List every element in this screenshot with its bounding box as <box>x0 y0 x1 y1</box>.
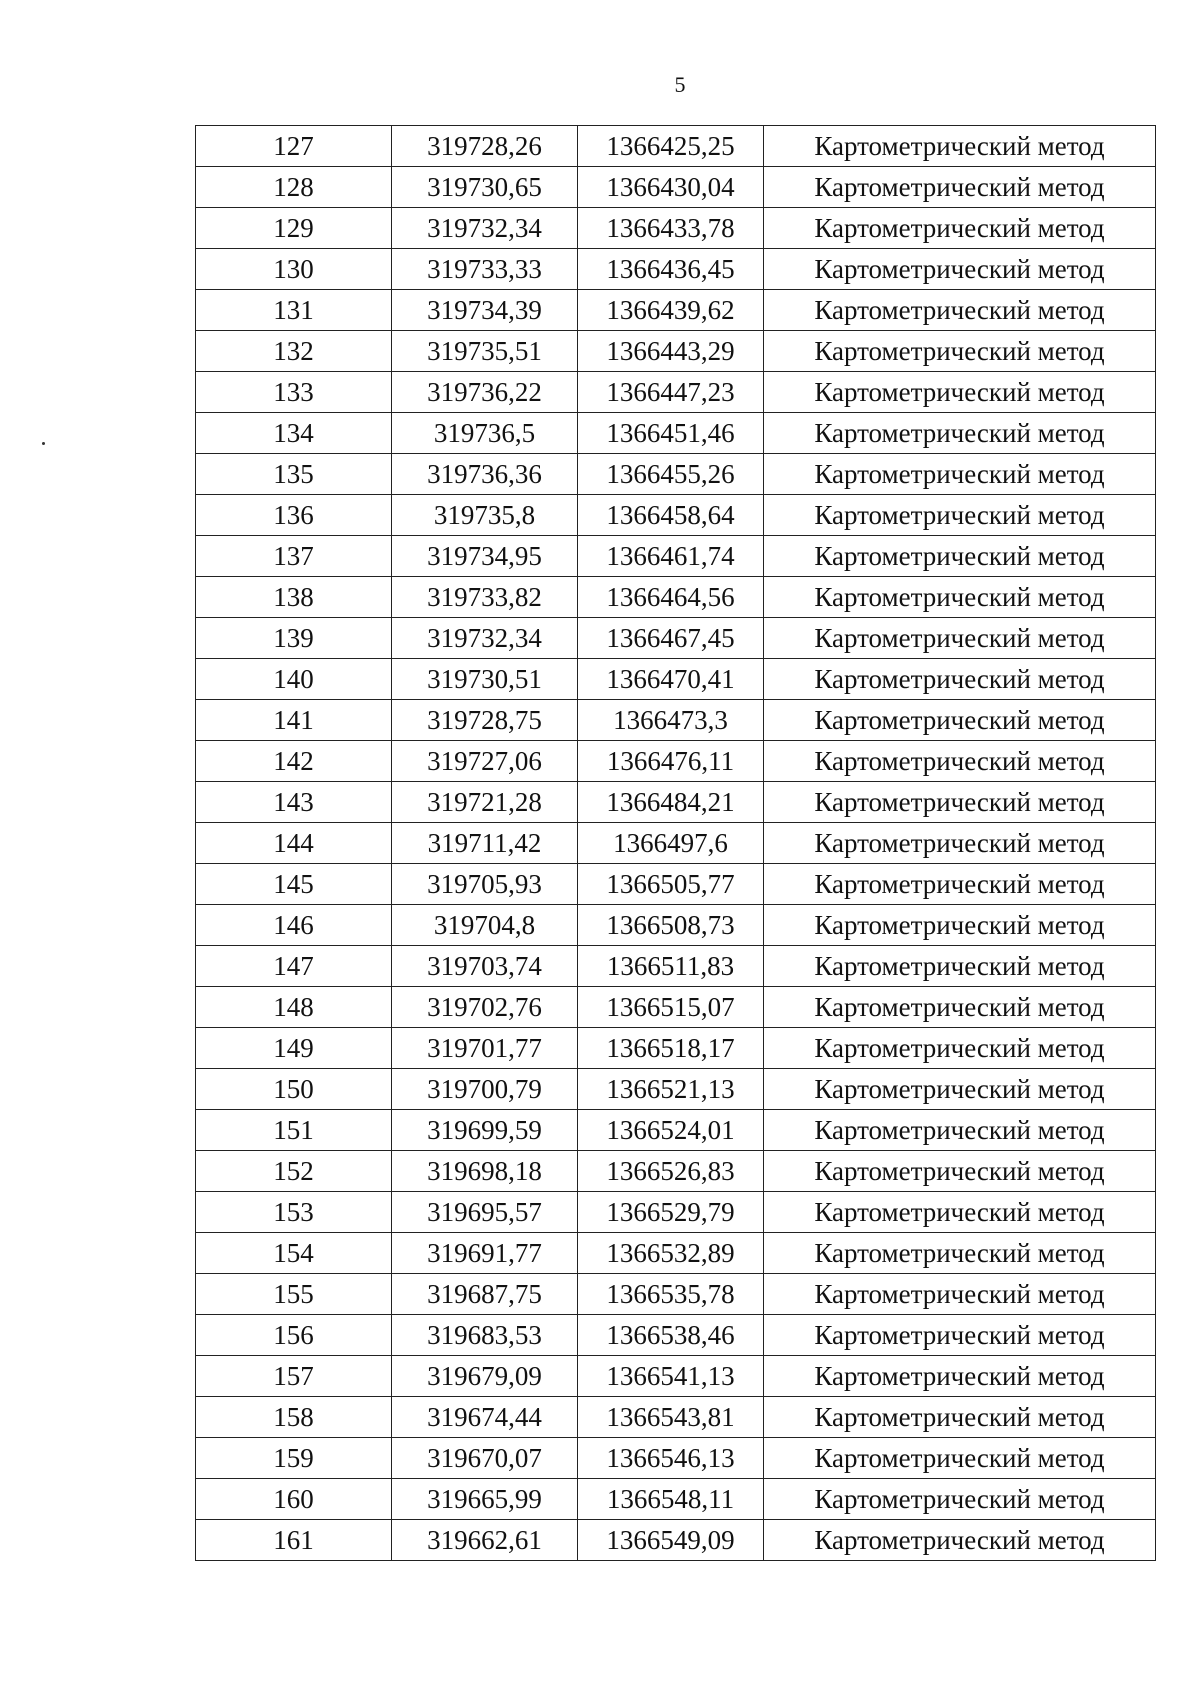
x-coordinate-cell: 319703,74 <box>392 946 578 987</box>
method-cell: Картометрический метод <box>764 1233 1156 1274</box>
table-row <box>196 782 1156 823</box>
x-coordinate-cell: 319698,18 <box>392 1151 578 1192</box>
y-coordinate-cell: 1366548,11 <box>578 1479 764 1520</box>
method-cell: Картометрический метод <box>764 782 1156 823</box>
table-row <box>196 864 1156 905</box>
x-coordinate-cell: 319728,26 <box>392 126 578 167</box>
method-cell: Картометрический метод <box>764 1438 1156 1479</box>
point-number-cell: 160 <box>196 1479 392 1520</box>
method-cell: Картометрический метод <box>764 290 1156 331</box>
table-row <box>196 577 1156 618</box>
table-row <box>196 208 1156 249</box>
method-cell: Картометрический метод <box>764 946 1156 987</box>
y-coordinate-cell: 1366455,26 <box>578 454 764 495</box>
y-coordinate-cell: 1366467,45 <box>578 618 764 659</box>
table-row <box>196 1397 1156 1438</box>
point-number-cell: 129 <box>196 208 392 249</box>
y-coordinate-cell: 1366430,04 <box>578 167 764 208</box>
method-cell: Картометрический метод <box>764 864 1156 905</box>
point-number-cell: 132 <box>196 331 392 372</box>
table-row <box>196 1028 1156 1069</box>
point-number-cell: 145 <box>196 864 392 905</box>
point-number-cell: 149 <box>196 1028 392 1069</box>
method-cell: Картометрический метод <box>764 618 1156 659</box>
method-cell: Картометрический метод <box>764 249 1156 290</box>
method-cell: Картометрический метод <box>764 372 1156 413</box>
method-cell: Картометрический метод <box>764 1028 1156 1069</box>
coordinates-table-body <box>196 126 1156 1561</box>
y-coordinate-cell: 1366461,74 <box>578 536 764 577</box>
x-coordinate-cell: 319736,36 <box>392 454 578 495</box>
x-coordinate-cell: 319734,39 <box>392 290 578 331</box>
method-cell: Картометрический метод <box>764 1274 1156 1315</box>
table-row <box>196 1274 1156 1315</box>
method-cell: Картометрический метод <box>764 495 1156 536</box>
point-number-cell: 136 <box>196 495 392 536</box>
table-row <box>196 700 1156 741</box>
x-coordinate-cell: 319662,61 <box>392 1520 578 1561</box>
x-coordinate-cell: 319701,77 <box>392 1028 578 1069</box>
point-number-cell: 130 <box>196 249 392 290</box>
table-row <box>196 659 1156 700</box>
table-row <box>196 1315 1156 1356</box>
x-coordinate-cell: 319721,28 <box>392 782 578 823</box>
method-cell: Картометрический метод <box>764 536 1156 577</box>
y-coordinate-cell: 1366451,46 <box>578 413 764 454</box>
point-number-cell: 147 <box>196 946 392 987</box>
y-coordinate-cell: 1366524,01 <box>578 1110 764 1151</box>
y-coordinate-cell: 1366470,41 <box>578 659 764 700</box>
table-row <box>196 946 1156 987</box>
x-coordinate-cell: 319736,22 <box>392 372 578 413</box>
method-cell: Картометрический метод <box>764 1397 1156 1438</box>
table-row <box>196 413 1156 454</box>
y-coordinate-cell: 1366535,78 <box>578 1274 764 1315</box>
table-row <box>196 167 1156 208</box>
point-number-cell: 161 <box>196 1520 392 1561</box>
point-number-cell: 143 <box>196 782 392 823</box>
table-row <box>196 823 1156 864</box>
y-coordinate-cell: 1366443,29 <box>578 331 764 372</box>
table-row <box>196 618 1156 659</box>
point-number-cell: 152 <box>196 1151 392 1192</box>
point-number-cell: 138 <box>196 577 392 618</box>
method-cell: Картометрический метод <box>764 413 1156 454</box>
method-cell: Картометрический метод <box>764 1151 1156 1192</box>
x-coordinate-cell: 319674,44 <box>392 1397 578 1438</box>
y-coordinate-cell: 1366473,3 <box>578 700 764 741</box>
method-cell: Картометрический метод <box>764 454 1156 495</box>
point-number-cell: 155 <box>196 1274 392 1315</box>
table-row <box>196 1233 1156 1274</box>
x-coordinate-cell: 319691,77 <box>392 1233 578 1274</box>
method-cell: Картометрический метод <box>764 577 1156 618</box>
x-coordinate-cell: 319702,76 <box>392 987 578 1028</box>
point-number-cell: 148 <box>196 987 392 1028</box>
point-number-cell: 157 <box>196 1356 392 1397</box>
method-cell: Картометрический метод <box>764 700 1156 741</box>
table-row <box>196 1110 1156 1151</box>
x-coordinate-cell: 319704,8 <box>392 905 578 946</box>
x-coordinate-cell: 319728,75 <box>392 700 578 741</box>
method-cell: Картометрический метод <box>764 1479 1156 1520</box>
method-cell: Картометрический метод <box>764 1520 1156 1561</box>
x-coordinate-cell: 319695,57 <box>392 1192 578 1233</box>
y-coordinate-cell: 1366529,79 <box>578 1192 764 1233</box>
point-number-cell: 151 <box>196 1110 392 1151</box>
x-coordinate-cell: 319736,5 <box>392 413 578 454</box>
y-coordinate-cell: 1366526,83 <box>578 1151 764 1192</box>
point-number-cell: 137 <box>196 536 392 577</box>
y-coordinate-cell: 1366447,23 <box>578 372 764 413</box>
y-coordinate-cell: 1366439,62 <box>578 290 764 331</box>
coordinates-table <box>195 125 1156 1561</box>
method-cell: Картометрический метод <box>764 823 1156 864</box>
x-coordinate-cell: 319665,99 <box>392 1479 578 1520</box>
table-row <box>196 1151 1156 1192</box>
y-coordinate-cell: 1366546,13 <box>578 1438 764 1479</box>
method-cell: Картометрический метод <box>764 331 1156 372</box>
point-number-cell: 140 <box>196 659 392 700</box>
method-cell: Картометрический метод <box>764 987 1156 1028</box>
table-row <box>196 1520 1156 1561</box>
point-number-cell: 133 <box>196 372 392 413</box>
y-coordinate-cell: 1366425,25 <box>578 126 764 167</box>
table-row <box>196 495 1156 536</box>
point-number-cell: 158 <box>196 1397 392 1438</box>
x-coordinate-cell: 319733,33 <box>392 249 578 290</box>
table-row <box>196 331 1156 372</box>
table-row <box>196 741 1156 782</box>
method-cell: Картометрический метод <box>764 1069 1156 1110</box>
y-coordinate-cell: 1366521,13 <box>578 1069 764 1110</box>
x-coordinate-cell: 319732,34 <box>392 208 578 249</box>
method-cell: Картометрический метод <box>764 1315 1156 1356</box>
method-cell: Картометрический метод <box>764 167 1156 208</box>
point-number-cell: 153 <box>196 1192 392 1233</box>
x-coordinate-cell: 319735,8 <box>392 495 578 536</box>
method-cell: Картометрический метод <box>764 1110 1156 1151</box>
y-coordinate-cell: 1366433,78 <box>578 208 764 249</box>
x-coordinate-cell: 319670,07 <box>392 1438 578 1479</box>
method-cell: Картометрический метод <box>764 659 1156 700</box>
y-coordinate-cell: 1366484,21 <box>578 782 764 823</box>
y-coordinate-cell: 1366549,09 <box>578 1520 764 1561</box>
scan-speck <box>42 442 45 445</box>
x-coordinate-cell: 319730,51 <box>392 659 578 700</box>
y-coordinate-cell: 1366518,17 <box>578 1028 764 1069</box>
table-row <box>196 987 1156 1028</box>
x-coordinate-cell: 319705,93 <box>392 864 578 905</box>
point-number-cell: 144 <box>196 823 392 864</box>
page-number: 5 <box>674 72 686 97</box>
table-row <box>196 126 1156 167</box>
y-coordinate-cell: 1366508,73 <box>578 905 764 946</box>
table-row <box>196 249 1156 290</box>
table-row <box>196 1438 1156 1479</box>
y-coordinate-cell: 1366476,11 <box>578 741 764 782</box>
y-coordinate-cell: 1366541,13 <box>578 1356 764 1397</box>
method-cell: Картометрический метод <box>764 126 1156 167</box>
y-coordinate-cell: 1366515,07 <box>578 987 764 1028</box>
y-coordinate-cell: 1366505,77 <box>578 864 764 905</box>
y-coordinate-cell: 1366458,64 <box>578 495 764 536</box>
y-coordinate-cell: 1366511,83 <box>578 946 764 987</box>
table-row <box>196 372 1156 413</box>
point-number-cell: 146 <box>196 905 392 946</box>
point-number-cell: 127 <box>196 126 392 167</box>
point-number-cell: 134 <box>196 413 392 454</box>
table-row <box>196 905 1156 946</box>
x-coordinate-cell: 319699,59 <box>392 1110 578 1151</box>
point-number-cell: 141 <box>196 700 392 741</box>
x-coordinate-cell: 319734,95 <box>392 536 578 577</box>
y-coordinate-cell: 1366543,81 <box>578 1397 764 1438</box>
method-cell: Картометрический метод <box>764 741 1156 782</box>
table-row <box>196 536 1156 577</box>
table-row <box>196 290 1156 331</box>
table-row <box>196 454 1156 495</box>
table-row <box>196 1069 1156 1110</box>
x-coordinate-cell: 319683,53 <box>392 1315 578 1356</box>
y-coordinate-cell: 1366532,89 <box>578 1233 764 1274</box>
point-number-cell: 150 <box>196 1069 392 1110</box>
point-number-cell: 159 <box>196 1438 392 1479</box>
table-row <box>196 1479 1156 1520</box>
method-cell: Картометрический метод <box>764 208 1156 249</box>
y-coordinate-cell: 1366464,56 <box>578 577 764 618</box>
y-coordinate-cell: 1366497,6 <box>578 823 764 864</box>
point-number-cell: 142 <box>196 741 392 782</box>
x-coordinate-cell: 319687,75 <box>392 1274 578 1315</box>
x-coordinate-cell: 319711,42 <box>392 823 578 864</box>
table-row <box>196 1356 1156 1397</box>
point-number-cell: 154 <box>196 1233 392 1274</box>
point-number-cell: 128 <box>196 167 392 208</box>
point-number-cell: 139 <box>196 618 392 659</box>
x-coordinate-cell: 319700,79 <box>392 1069 578 1110</box>
x-coordinate-cell: 319733,82 <box>392 577 578 618</box>
method-cell: Картометрический метод <box>764 1192 1156 1233</box>
x-coordinate-cell: 319735,51 <box>392 331 578 372</box>
x-coordinate-cell: 319679,09 <box>392 1356 578 1397</box>
y-coordinate-cell: 1366538,46 <box>578 1315 764 1356</box>
x-coordinate-cell: 319727,06 <box>392 741 578 782</box>
method-cell: Картометрический метод <box>764 905 1156 946</box>
point-number-cell: 156 <box>196 1315 392 1356</box>
point-number-cell: 131 <box>196 290 392 331</box>
method-cell: Картометрический метод <box>764 1356 1156 1397</box>
point-number-cell: 135 <box>196 454 392 495</box>
table-row <box>196 1192 1156 1233</box>
x-coordinate-cell: 319732,34 <box>392 618 578 659</box>
y-coordinate-cell: 1366436,45 <box>578 249 764 290</box>
x-coordinate-cell: 319730,65 <box>392 167 578 208</box>
